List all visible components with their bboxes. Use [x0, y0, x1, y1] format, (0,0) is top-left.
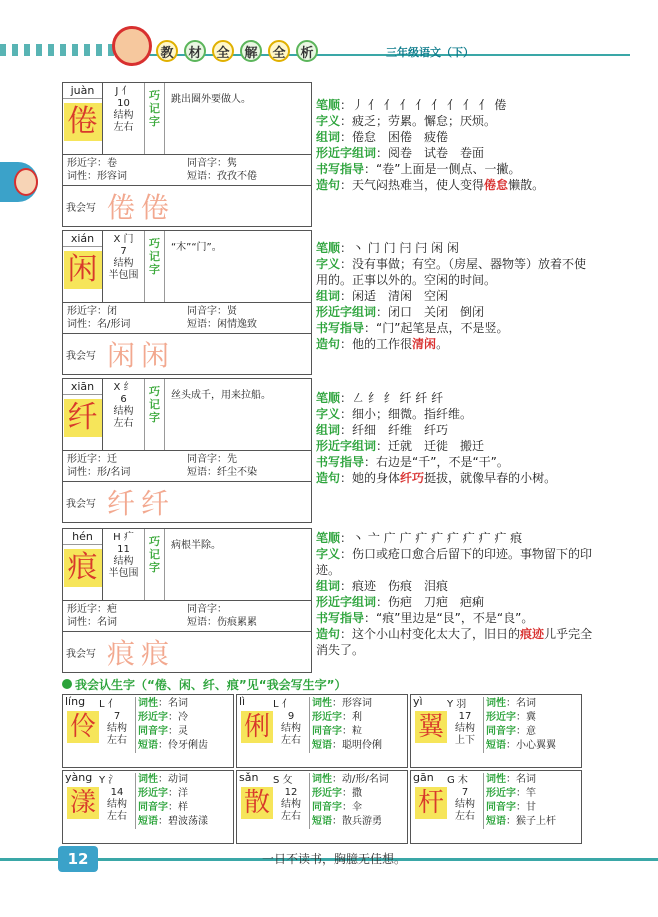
title-char: 教 [156, 40, 178, 62]
index-key: L 亻 [99, 699, 118, 710]
writing-practice: 我会写 痕痕 [63, 632, 311, 672]
structure-type: 左右 [113, 418, 134, 429]
index-key: S 攵 [273, 775, 293, 786]
similar-words: 伤疤 刀疤 疤痢 [388, 595, 485, 609]
pinyin: lì [239, 695, 246, 708]
similar-char: 卷 [107, 158, 117, 169]
title-char: 析 [296, 40, 318, 62]
stroke-count: 10 [117, 98, 130, 109]
writing-practice: 我会写 倦倦 [63, 186, 311, 226]
bullet-icon [62, 679, 72, 689]
char-info: 7 结构 左右 [107, 711, 127, 746]
pinyin: sǎn [239, 771, 259, 784]
stroke-order: 丶 亠 广 广 疒 疒 疒 疒 疒 疒 痕 [352, 531, 523, 545]
footer-motto: 一日不读书，胸臆无佳想。 [262, 852, 407, 866]
char-details: 形近字：疤 同音字： 词性：名词 短语：伤痕累累 [63, 601, 311, 632]
char-explanation: 笔顺：丿 亻 亻 亻 亻 亻 亻 亻 亻 倦 字义：疲乏；劳累。懈怠；厌烦。 组词：倦怠 困倦 疲倦 形近字组词：阅卷 试卷 卷面 书写指导：“卷”上面是一侧点、一撇。 造句：天气闷热难当，使人变得倦怠懒散。 [316, 98, 545, 192]
big-char: 伶 [67, 711, 99, 743]
char-explanation: 笔顺：丶 门 门 闩 闩 闲 闲 字义：没有事做；有空。（房屋、器物等）放着不使用的。正事以外的。空闲的时间。 组词：闲适 清闲 空闲 形近字组词：闭口 关闭 倒闭 书写指导：“门”起笔是点，不是竖。 造句：他的工作很清闲。 [316, 241, 587, 351]
part-of-speech: 名词 [97, 617, 117, 628]
big-char: 纤 [64, 399, 102, 437]
structure-type: 左右 [113, 122, 134, 133]
meaning: 伤口或疮口愈合后留下的印迹。事物留下的印迹。 [316, 547, 593, 577]
mnemonic-label: 巧记字 [145, 379, 165, 450]
card-details: 词性：动词 形近字：洋 同音字：样 短语：碧波荡漾 [135, 773, 235, 829]
page-number: 12 [58, 846, 98, 872]
trace-chars: 闲闲 [107, 339, 176, 372]
char-info: 9 结构 左右 [281, 711, 301, 746]
char-entry [62, 82, 312, 227]
trace-chars: 倦倦 [107, 191, 176, 224]
index-key: Y 氵 [99, 775, 119, 786]
mnemonic: 病根半除。 [171, 540, 221, 551]
structure-label: 结构 [113, 556, 134, 567]
structure-label: 结构 [113, 258, 134, 269]
card-details: 词性：形容词 形近字：利 同音字：粒 短语：聪明伶俐 [309, 697, 409, 753]
writing-tip: 右边是“千”，不是“干”。 [376, 455, 509, 469]
similar-words: 迁就 迁徙 搬迁 [388, 439, 485, 453]
big-char: 闲 [64, 251, 102, 289]
mascot-small-icon [14, 168, 38, 196]
char-info: 14 结构 左右 [107, 787, 127, 822]
trace-chars: 痕痕 [107, 637, 176, 670]
side-tab [0, 162, 38, 202]
card-details: 词性：动/形/名词 形近字：撒 同音字：伞 短语：散兵游勇 [309, 773, 409, 829]
structure-label: 结构 [113, 110, 134, 121]
structure-label: 结构 [113, 406, 134, 417]
example-sentence: 这个小山村变化太大了，旧日的痕迹儿乎完全消失了。 [316, 627, 593, 657]
title-char: 全 [212, 40, 234, 62]
phrase: 闲情逸致 [217, 319, 257, 330]
pinyin: xián [63, 231, 102, 247]
footer [0, 846, 658, 876]
char-details: 形近字：闭 同音字：贤 词性：名/形词 短语：闲情逸致 [63, 303, 311, 334]
char-info [103, 83, 145, 154]
big-char: 翼 [415, 711, 447, 743]
recognize-char-card [410, 770, 582, 844]
stroke-order: ㇜ 纟 纟 纤 纤 纤 [352, 391, 444, 405]
writing-tip: “痕”里边是“艮”，不是“良”。 [376, 611, 534, 625]
word-list: 倦怠 困倦 疲倦 [352, 130, 449, 144]
big-char: 漾 [67, 787, 99, 819]
mascot-icon [112, 26, 152, 66]
mnemonic-label: 巧记字 [145, 83, 165, 154]
word-list: 痕迹 伤痕 泪痕 [352, 579, 449, 593]
char-entry [62, 528, 312, 673]
writing-practice: 我会写 闲闲 [63, 334, 311, 374]
structure-type: 半包围 [108, 270, 139, 281]
char-info [103, 379, 145, 450]
writing-tip: “门”起笔是点，不是竖。 [376, 321, 509, 335]
phrase: 纤尘不染 [217, 467, 257, 478]
header-bar [0, 36, 658, 62]
stroke-count: 11 [117, 544, 130, 555]
phrase: 伤痕累累 [217, 617, 257, 628]
card-details: 词性：名词 形近字：冷 同音字：灵 短语：伶牙俐齿 [135, 697, 235, 753]
char-explanation: 笔顺：丶 亠 广 广 疒 疒 疒 疒 疒 疒 痕 字义：伤口或疮口愈合后留下的印迹。事物留下的印迹。 组词：痕迹 伤痕 泪痕 形近字组词：伤疤 刀疤 疤痢 书写指导：“痕”里边是“艮”，不是“良”。 造句：这个小山村变化太大了，旧日的痕迹儿乎完全消失了。 [316, 531, 593, 657]
homophone: 先 [227, 454, 237, 465]
example-sentence: 她的身体纤巧挺拔，就像早春的小树。 [352, 471, 557, 485]
writing-practice: 我会写 纤纤 [63, 482, 311, 522]
recognize-char-card [62, 770, 234, 844]
char-info [103, 231, 145, 302]
part-of-speech: 形/名词 [97, 467, 131, 478]
char-info: 12 结构 左右 [281, 787, 301, 822]
stroke-order: 丿 亻 亻 亻 亻 亻 亻 亻 亻 倦 [352, 98, 507, 112]
mnemonic: 跳出圈外要做人。 [171, 94, 251, 105]
structure-type: 半包围 [108, 568, 139, 579]
similar-words: 闭口 关闭 倒闭 [388, 305, 485, 319]
pinyin: xiān [63, 379, 102, 395]
big-char: 俐 [241, 711, 273, 743]
big-char: 散 [241, 787, 273, 819]
char-details: 形近字：迁 同音字：先 词性：形/名词 短语：纤尘不染 [63, 451, 311, 482]
index-key: L 亻 [273, 699, 292, 710]
mnemonic: 丝头成千，用来拉船。 [171, 390, 271, 401]
index-key: X 门 [113, 234, 134, 245]
example-sentence: 他的工作很清闲。 [352, 337, 449, 351]
recognize-char-card [236, 770, 408, 844]
similar-char: 迁 [107, 454, 117, 465]
pinyin: juàn [63, 83, 102, 99]
big-char: 痕 [64, 549, 102, 587]
part-of-speech: 名/形词 [97, 319, 131, 330]
char-info: 17 结构 上下 [455, 711, 475, 746]
similar-words: 阅卷 试卷 卷面 [388, 146, 485, 160]
part-of-speech: 形容词 [97, 171, 127, 182]
char-box [63, 231, 103, 302]
meaning: 没有事做；有空。（房屋、器物等）放着不使用的。正事以外的。空闲的时间。 [316, 257, 587, 287]
writing-tip: “卷”上面是一侧点、一撇。 [376, 162, 521, 176]
big-char: 杆 [415, 787, 447, 819]
card-details: 词性：名词 形近字：冀 同音字：意 短语：小心翼翼 [483, 697, 583, 753]
char-info: 7 结构 左右 [455, 787, 475, 822]
grade-label: 三年级语文（下） [386, 46, 474, 59]
pinyin: yì [413, 695, 423, 708]
title-char: 解 [240, 40, 262, 62]
char-entry [62, 230, 312, 375]
mnemonic-label: 巧记字 [145, 529, 165, 600]
meaning: 细小；细微。指纤维。 [352, 407, 473, 421]
meaning: 疲乏；劳累。懈怠；厌烦。 [352, 114, 497, 128]
homophone: 隽 [227, 158, 237, 169]
pinyin: líng [65, 695, 86, 708]
char-entry [62, 378, 312, 523]
stroke-order: 丶 门 门 闩 闩 闲 闲 [352, 241, 459, 255]
example-sentence: 天气闷热难当，使人变得倦怠懒散。 [352, 178, 545, 192]
word-list: 纤细 纤维 纤巧 [352, 423, 449, 437]
stroke-count: 7 [120, 246, 127, 257]
word-list: 闲适 清闲 空闲 [352, 289, 449, 303]
big-char: 倦 [64, 103, 102, 141]
title-char: 材 [184, 40, 206, 62]
pinyin: hén [63, 529, 102, 545]
mnemonic: “木”“门”。 [171, 242, 222, 253]
char-explanation: 笔顺：㇜ 纟 纟 纤 纤 纤 字义：细小；细微。指纤维。 组词：纤细 纤维 纤巧 形近字组词：迁就 迁徙 搬迁 书写指导：右边是“千”，不是“干”。 造句：她的身体纤巧挺拔，就像早春的小树。 [316, 391, 557, 485]
index-key: X 纟 [113, 382, 134, 393]
section-title: 我会认生字（“倦、闲、纤、痕”见“我会写生字”） [62, 676, 347, 693]
recognize-char-card [410, 694, 582, 768]
char-details: 形近字：卷 同音字：隽 词性：形容词 短语：孜孜不倦 [63, 155, 311, 186]
char-box [63, 379, 103, 450]
trace-chars: 纤纤 [107, 487, 176, 520]
recognize-char-card [62, 694, 234, 768]
pinyin: gān [413, 771, 434, 784]
book-title [156, 40, 318, 62]
similar-char: 闭 [107, 306, 117, 317]
index-key: H 疒 [113, 532, 134, 543]
char-box [63, 529, 103, 600]
card-details: 词性：名词 形近字：竿 同音字：甘 短语：猴子上杆 [483, 773, 583, 829]
title-char: 全 [268, 40, 290, 62]
mnemonic-label: 巧记字 [145, 231, 165, 302]
char-box [63, 83, 103, 154]
homophone: 贤 [227, 306, 237, 317]
phrase: 孜孜不倦 [217, 171, 257, 182]
index-key: G 木 [447, 775, 468, 786]
stroke-count: 6 [120, 394, 127, 405]
index-key: J 亻 [115, 86, 132, 97]
recognize-char-card [236, 694, 408, 768]
char-info [103, 529, 145, 600]
similar-char: 疤 [107, 604, 117, 615]
pinyin: yàng [65, 771, 93, 784]
index-key: Y 羽 [447, 699, 467, 710]
